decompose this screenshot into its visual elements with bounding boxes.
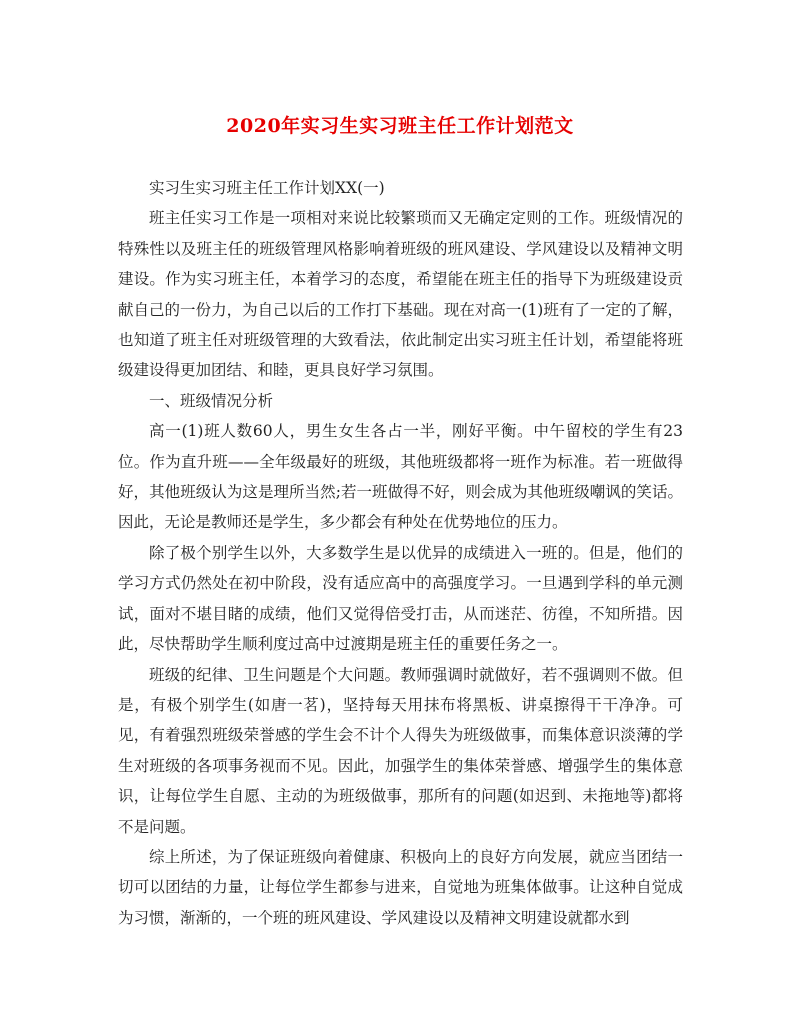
- paragraph-subtitle: 实习生实习班主任工作计划XX(一): [149, 179, 385, 197]
- paragraph: 除了极个别学生以外，大多数学生是以优异的成绩进入一班的。但是，他们的学习方式仍然处在初中阶段，没有适应高中的高强度学习。一旦遇到学科的单元测试，面对不堪目睹的成绩，他们又觉得倍受打击，从而迷茫、彷徨，不知所措。因此，尽快帮助学生顺利度过高中过渡期是班主任的重要任务之一。: [118, 543, 683, 654]
- document-title: 2020年实习生实习班主任工作计划范文: [226, 115, 574, 137]
- section-heading: 一、班级情况分析: [149, 391, 274, 410]
- paragraph: 班级的纪律、卫生问题是个大问题。教师强调时就做好，若不强调则不做。但是，有极个别学生(如唐一茗)，坚持每天用抹布将黑板、讲桌擦得干干净净。可见，有着强烈班级荣誉感的学生会不计个人得失为班级做事，而集体意识淡薄的学生对班级的各项事务视而不见。因此，加强学生的集体荣誉感、增强学生的集体意识，让每位学生自愿、主动的为班级做事，那所有的问题(如迟到、未拖地等)都将不是问题。: [118, 665, 683, 836]
- paragraph: 班主任实习工作是一项相对来说比较繁琐而又无确定定则的工作。班级情况的特殊性以及班主任的班级管理风格影响着班级的班风建设、学风建设以及精神文明建设。作为实习班主任，本着学习的态度，希望能在班主任的指导下为班级建设贡献自己的一份力，为自己以后的工作打下基础。现在对高一(1)班有了一定的了解，也知道了班主任对班级管理的大致看法，依此制定出实习班主任计划，希望能将班级建设得更加团结、和睦，更具良好学习氛围。: [118, 209, 683, 380]
- paragraph: 高一(1)班人数60人，男生女生各占一半，刚好平衡。中午留校的学生有23位。作为直升班——全年级最好的班级，其他班级都将一班作为标准。若一班做得好，其他班级认为这是理所当然;若一班做得不好，则会成为其他班级嘲讽的笑话。因此，无论是教师还是学生，多少都会有种处在优势地位的压力。: [118, 422, 683, 532]
- paragraph: 综上所述，为了保证班级向着健康、积极向上的良好方向发展，就应当团结一切可以团结的力量，让每位学生都参与进来，自觉地为班集体做事。让这种自觉成为习惯，渐渐的，一个班的班风建设、学风建设以及精神文明建设就都水到: [118, 847, 683, 927]
- document-body: [118, 173, 683, 933]
